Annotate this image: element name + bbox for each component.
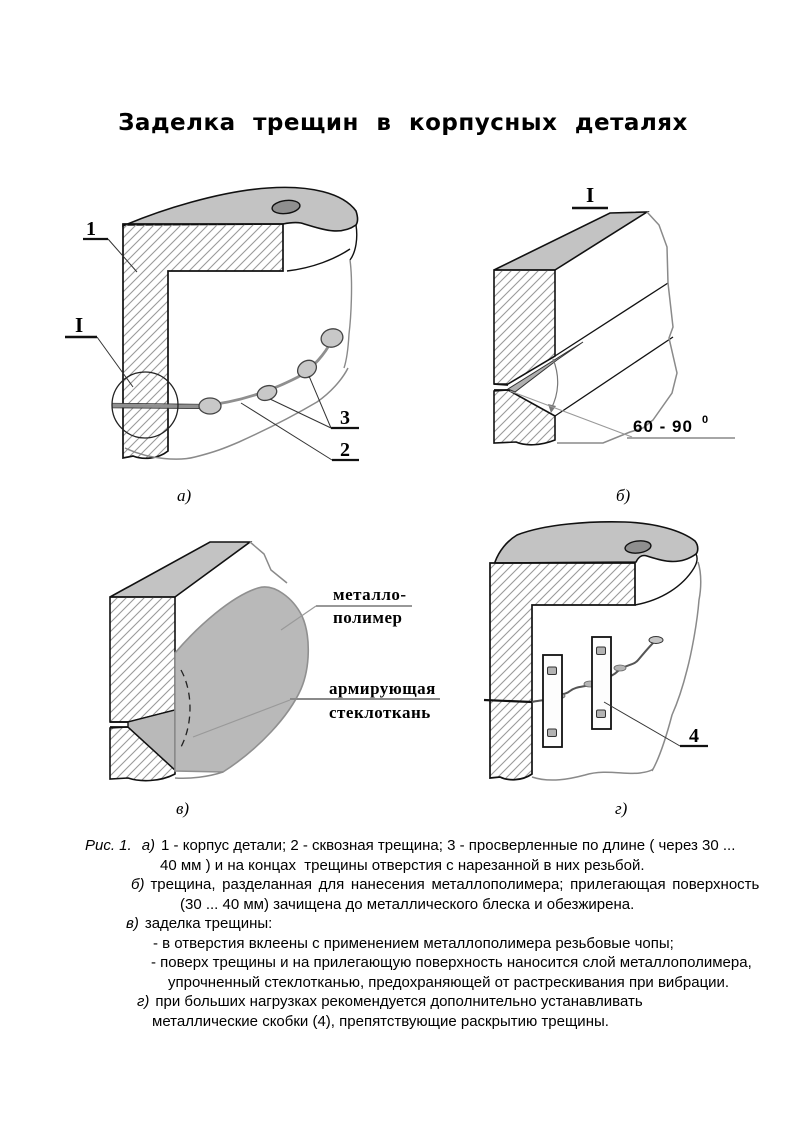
crack-slit	[110, 722, 128, 727]
break-line	[532, 769, 653, 780]
detail-marker-label: I	[586, 183, 595, 207]
leader-line	[604, 702, 680, 746]
metallopolymer-label-line2: полимер	[333, 608, 403, 627]
callout-3: 3	[340, 407, 350, 429]
crack-line	[112, 406, 200, 407]
hatched-section-lower	[494, 390, 555, 445]
caption-line	[85, 875, 765, 895]
angle-value: 60 - 90	[633, 417, 693, 436]
staple-screw	[597, 710, 606, 718]
figure-ref: Рис. 1.	[85, 837, 132, 854]
figure-v-drawing	[60, 520, 460, 820]
hatched-section-upper	[110, 597, 175, 722]
figure-g-drawing	[440, 520, 790, 820]
caption-line	[85, 953, 765, 973]
caption-text: (30 ... 40 мм) зачищена до металлического блеска и обезжирена.	[180, 895, 635, 913]
metallopolymer-patch	[175, 587, 308, 772]
figure-a-label: а)	[177, 486, 192, 505]
staple-screw	[597, 647, 606, 655]
fiberglass-label-line2: стеклоткань	[329, 703, 431, 722]
right-edge	[350, 225, 357, 260]
caption-text: трещина, разделанная для нанесения металлополимера; прилегающая поверхность	[150, 876, 760, 893]
staple-screw	[548, 729, 557, 737]
caption-line	[85, 856, 765, 876]
angle-arc	[551, 359, 558, 409]
crack-slit	[494, 384, 508, 390]
leader-line	[241, 403, 332, 460]
detail-marker-label: I	[75, 313, 84, 337]
figure-a-drawing	[55, 180, 405, 510]
caption-text: заделка трещины:	[144, 915, 273, 932]
drilled-hole	[319, 326, 345, 349]
caption-text: упрочненный стеклотканью, предохраняющей от растрескивания при вибрации.	[168, 973, 730, 991]
break-line	[250, 542, 287, 583]
callout-4: 4	[689, 725, 699, 747]
staple-screw	[548, 667, 557, 675]
leader-line	[309, 376, 331, 428]
figure-v-label: в)	[176, 799, 190, 818]
caption-prefix: в)	[126, 915, 139, 932]
caption-line	[85, 992, 765, 1012]
caption-prefix: а)	[141, 837, 156, 854]
caption-text: при больших нагрузках рекомендуется дополнительно устанавливать	[155, 993, 643, 1010]
leader-line	[270, 399, 331, 428]
figure-b-label: б)	[616, 486, 631, 505]
caption-line	[85, 895, 765, 915]
figure-g-label: г)	[615, 799, 628, 818]
figure-caption	[85, 836, 765, 1031]
callout-2: 2	[340, 439, 350, 461]
top-surface	[110, 542, 250, 597]
groove-top-edge	[555, 283, 668, 356]
caption-line	[85, 1012, 765, 1032]
hatched-section	[123, 224, 283, 458]
figure-b-drawing	[440, 180, 790, 500]
caption-line	[85, 836, 765, 856]
caption-text: 1 - корпус детали; 2 - сквозная трещина; 3 - просверленные по длине ( через 30 ...	[161, 837, 736, 854]
boss-edge	[287, 249, 350, 271]
caption-text: металлические скобки (4), препятствующие раскрытию трещины.	[152, 1012, 609, 1030]
fiberglass-label-line1: армирующая	[329, 679, 436, 698]
page-title: Заделка трещин в корпусных деталях	[118, 110, 688, 136]
caption-prefix: г)	[137, 993, 150, 1010]
caption-text: - в отверстия вклеены с применением металлополимера резьбовые чопы;	[153, 934, 674, 952]
top-surface	[494, 212, 647, 270]
caption-text: - поверх трещины и на прилегающую поверхность наносится слой металлополимера,	[151, 954, 752, 971]
caption-prefix: б)	[131, 876, 145, 893]
angle-degree: 0	[702, 414, 709, 426]
caption-line	[85, 973, 765, 993]
drilled-hole	[255, 383, 279, 403]
top-surface	[495, 522, 698, 563]
caption-text: 40 мм ) и на концах трещины отверстия с нарезанной в них резьбой.	[160, 856, 645, 874]
caption-line	[85, 914, 765, 934]
drilled-hole	[199, 398, 221, 414]
callout-1: 1	[86, 218, 96, 240]
metallopolymer-label-line1: металло-	[333, 585, 407, 604]
caption-line	[85, 934, 765, 954]
